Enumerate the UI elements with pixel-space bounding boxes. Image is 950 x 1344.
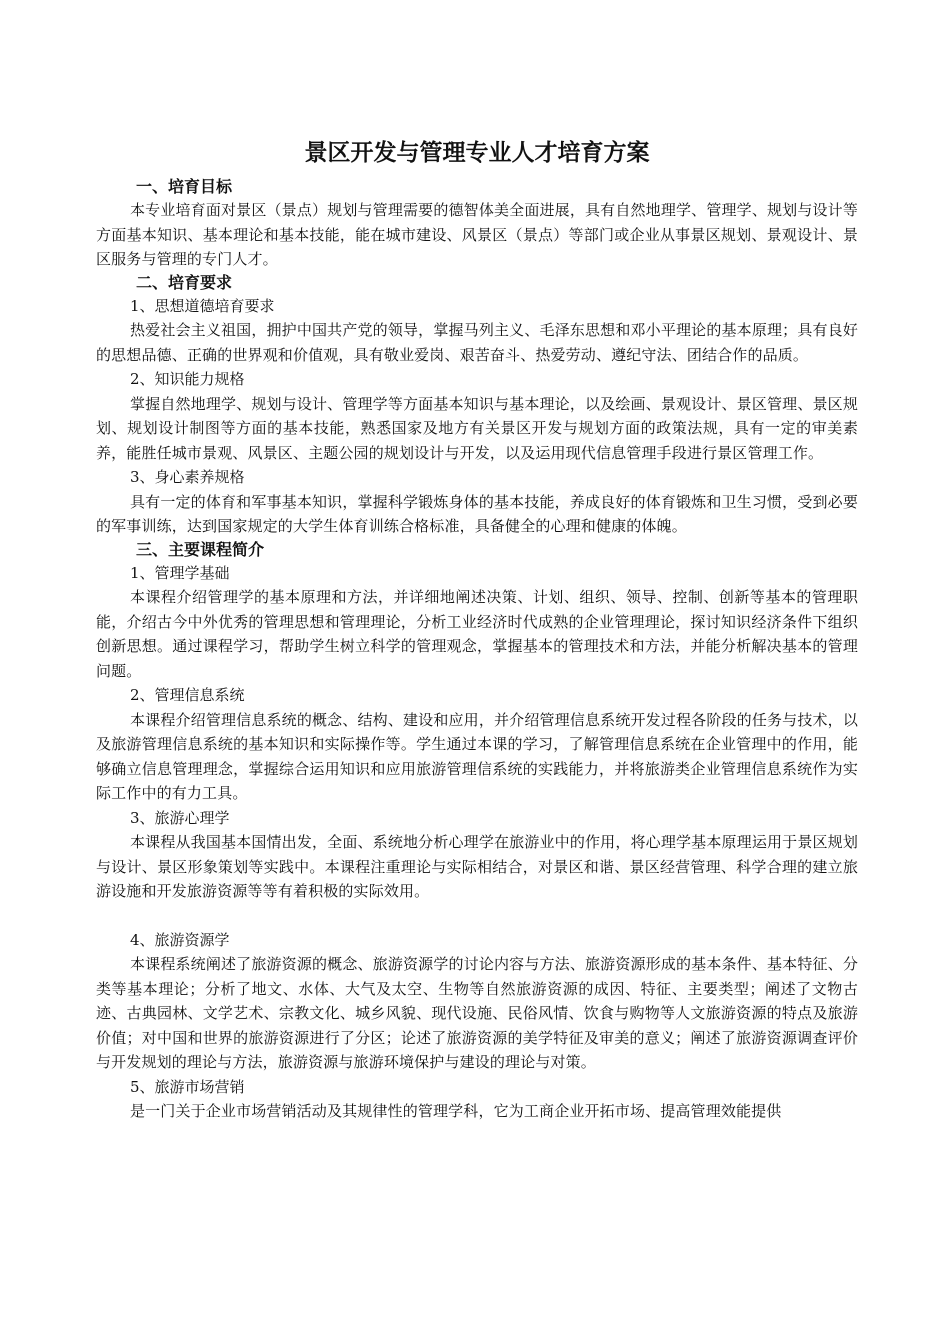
course-heading-tourism-marketing: 5、旅游市场营销 — [130, 1077, 245, 1096]
blank-line — [96, 904, 858, 928]
course-paragraph-tourism-resources: 本课程系统阐述了旅游资源的概念、旅游资源学的讨论内容与方法、旅游资源形成的基本条件、基本特征、分类等基本理论；分析了地文、水体、大气及太空、生物等自然旅游资源的成因、特征、主要类型；阐述了文物古迹、古典园林、文学艺术、宗教文化、城乡风貌、现代设施、民俗风情、饮食与购物等人文旅游资源的特点及旅游价值；对中国和世界的旅游资源进行了分区；论述了旅游资源的美学特征及审美的意义；阐述了旅游资源调查评价与开发规划的理论与方法，旅游资源与旅游环境保护与建设的理论与对策。 — [96, 955, 858, 1071]
section-heading-training-goal: 一、培育目标 — [136, 177, 233, 196]
course-heading-tourism-psychology: 3、旅游心理学 — [130, 808, 230, 827]
subheading-physical-mental: 3、身心素养规格 — [130, 468, 245, 486]
course-paragraph-tourism-marketing: 是一门关于企业市场营销活动及其规律性的管理学科，它为工商企业开拓市场、提高管理效能提供 — [130, 1102, 782, 1120]
course-paragraph-management-basics: 本课程介绍管理学的基本原理和方法，并详细地阐述决策、计划、组织、领导、控制、创新等基本的管理职能，介绍古今中外优秀的管理思想和管理理论，分析工业经济时代成熟的企业管理理论，探讨知识经济条件下组织创新思想。通过课程学习，帮助学生树立科学的管理观念，掌握基本的管理技术和方法，并能分析解决基本的管理问题。 — [96, 588, 858, 680]
subheading-knowledge-ability: 2、知识能力规格 — [130, 370, 245, 388]
section-heading-training-requirements: 二、培育要求 — [136, 272, 233, 292]
paragraph-knowledge-ability: 掌握自然地理学、规划与设计、管理学等方面基本知识与基本理论，以及绘画、景观设计、景区管理、景区规划、规划设计制图等方面的基本技能，熟悉国家及地方有关景区开发与规划方面的政策法规，具有一定的审美素养，能胜任城市景观、风景区、主题公园的规划设计与开发，以及运用现代信息管理手段进行景区管理工作。 — [96, 394, 858, 462]
paragraph-moral-requirements: 热爱社会主义祖国，拥护中国共产党的领导，掌握马列主义、毛泽东思想和邓小平理论的基本原理；具有良好的思想品德、正确的世界观和价值观，具有敬业爱岗、艰苦奋斗、热爱劳动、遵纪守法、团结合作的品质。 — [96, 321, 858, 364]
paragraph-physical-mental: 具有一定的体育和军事基本知识，掌握科学锻炼身体的基本技能，养成良好的体育锻炼和卫生习惯，受到必要的军事训练，达到国家规定的大学生体育训练合格标准，具备健全的心理和健康的体魄。 — [96, 492, 858, 535]
document-title: 景区开发与管理专业人才培育方案 — [304, 140, 650, 166]
course-paragraph-mis: 本课程介绍管理信息系统的概念、结构、建设和应用，并介绍管理信息系统开发过程各阶段的任务与技术，以及旅游管理信息系统的基本知识和实际操作等。学生通过本课的学习，了解管理信息系统在企业管理中的作用，能够确立信息管理理念，掌握综合运用知识和应用旅游管理信系统的实践能力，并将旅游类企业管理信息系统作为实际工作中的有力工具。 — [96, 710, 858, 802]
subheading-moral-requirements: 1、思想道德培育要求 — [130, 296, 275, 315]
course-heading-management-basics: 1、管理学基础 — [130, 563, 230, 582]
section-heading-main-courses: 三、主要课程简介 — [136, 539, 265, 559]
document-body — [96, 138, 858, 1124]
course-heading-mis: 2、管理信息系统 — [130, 686, 245, 704]
course-heading-tourism-resources: 4、旅游资源学 — [130, 930, 230, 949]
course-paragraph-tourism-psychology: 本课程从我国基本国情出发，全面、系统地分析心理学在旅游业中的作用，将心理学基本原理运用于景区规划与设计、景区形象策划等实践中。本课程注重理论与实际相结合，对景区和谐、景区经营管理、科学合理的建立旅游设施和开发旅游资源等等有着积极的实际效用。 — [96, 833, 858, 900]
paragraph-training-goal: 本专业培育面对景区（景点）规划与管理需要的德智体美全面进展，具有自然地理学、管理学、规划与设计等方面基本知识、基本理论和基本技能，能在城市建设、风景区（景点）等部门或企业从事景区规划、景观设计、景区服务与管理的专门人才。 — [96, 201, 858, 268]
